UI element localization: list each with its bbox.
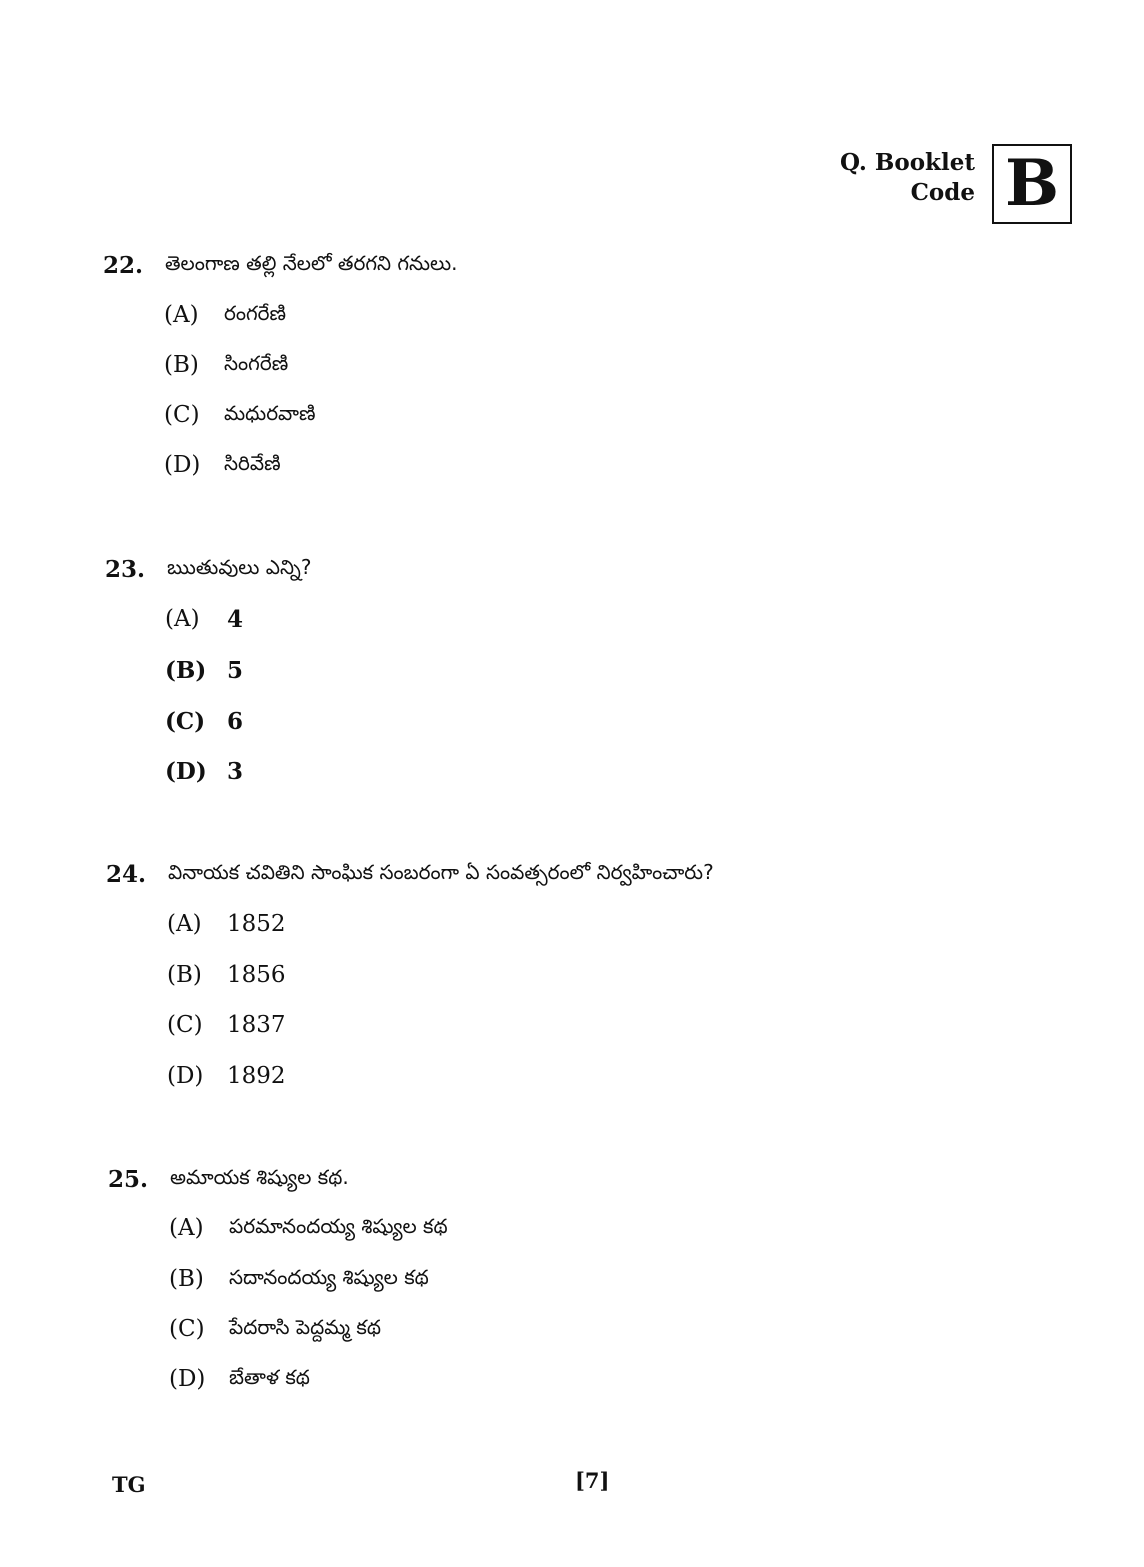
option-text: 5 bbox=[227, 656, 244, 684]
option-label: (A) bbox=[165, 606, 200, 632]
option-a bbox=[169, 1210, 448, 1246]
option-label: (D) bbox=[167, 1063, 204, 1089]
booklet-code-letter: B bbox=[1004, 146, 1060, 221]
option-text: మధురవాణి bbox=[224, 400, 316, 425]
option-text: సిరివేణి bbox=[224, 450, 281, 475]
option-label: (D) bbox=[165, 757, 207, 785]
question-number: 25. bbox=[108, 1165, 149, 1193]
option-text: 1892 bbox=[227, 1063, 286, 1089]
option-text: సదానందయ్య శిష్యుల కథ bbox=[229, 1264, 429, 1289]
booklet-code-label bbox=[800, 148, 975, 208]
option-text: 1856 bbox=[227, 962, 286, 988]
option-label: (B) bbox=[164, 352, 199, 378]
option-c bbox=[165, 703, 243, 739]
option-b bbox=[164, 347, 288, 383]
question-text: వినాయక చవితిని సాంఘిక సంబరంగా ఏ సంవత్సరంలో నిర్వహించారు? bbox=[168, 859, 714, 884]
option-label: (C) bbox=[164, 402, 200, 428]
option-text: 1837 bbox=[227, 1012, 286, 1038]
footer-code: TG bbox=[112, 1472, 146, 1497]
question-text: ఋతువులు ఎన్ని? bbox=[167, 554, 312, 579]
booklet-label-line2: Code bbox=[910, 179, 975, 206]
option-text: సింగరేణి bbox=[224, 350, 289, 375]
option-label: (C) bbox=[165, 707, 206, 735]
option-text: పేదరాసి పెద్దమ్మ కథ bbox=[229, 1314, 381, 1339]
option-text: 3 bbox=[227, 757, 244, 785]
option-c bbox=[164, 397, 316, 433]
option-label: (B) bbox=[165, 656, 207, 684]
option-label: (B) bbox=[167, 962, 202, 988]
option-text: బేతాళ కథ bbox=[229, 1364, 310, 1389]
option-b bbox=[167, 957, 286, 993]
option-label: (C) bbox=[167, 1012, 203, 1038]
question-number: 24. bbox=[106, 860, 147, 888]
option-a bbox=[165, 601, 243, 637]
question-text: అమాయక శిష్యుల కథ. bbox=[170, 1164, 349, 1189]
option-text: 4 bbox=[227, 605, 244, 633]
option-c bbox=[167, 1007, 286, 1043]
option-label: (A) bbox=[169, 1215, 204, 1241]
option-label: (C) bbox=[169, 1316, 205, 1342]
option-b bbox=[165, 652, 243, 688]
option-label: (D) bbox=[164, 452, 201, 478]
option-text: పరమానందయ్య శిష్యుల కథ bbox=[229, 1213, 448, 1238]
option-a bbox=[164, 297, 286, 333]
option-a bbox=[167, 906, 286, 942]
option-d bbox=[164, 447, 281, 483]
option-d bbox=[169, 1361, 310, 1397]
option-text: రంగరేణి bbox=[224, 300, 287, 325]
question-number: 22. bbox=[103, 251, 144, 279]
page-number: [7] bbox=[575, 1468, 610, 1493]
option-d bbox=[167, 1058, 286, 1094]
booklet-code-box bbox=[992, 144, 1072, 224]
option-c bbox=[169, 1311, 381, 1347]
option-label: (B) bbox=[169, 1266, 204, 1292]
option-text: 1852 bbox=[227, 911, 286, 937]
booklet-label-line1: Q. Booklet bbox=[840, 149, 975, 176]
question-number: 23. bbox=[105, 555, 146, 583]
option-d bbox=[165, 753, 243, 789]
option-label: (D) bbox=[169, 1366, 206, 1392]
option-text: 6 bbox=[227, 707, 244, 735]
option-label: (A) bbox=[164, 302, 199, 328]
option-label: (A) bbox=[167, 911, 202, 937]
option-b bbox=[169, 1261, 429, 1297]
question-text: తెలంగాణ తల్లి నేలలో తరగని గనులు. bbox=[165, 250, 458, 275]
